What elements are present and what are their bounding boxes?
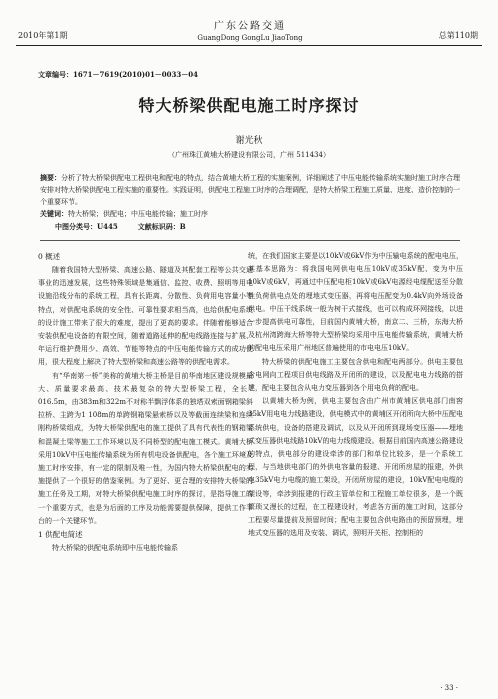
header-divider — [16, 45, 482, 46]
abstract-text: 分析了特大桥梁供配电工程供电和配电的特点，结合黄埔大桥工程的实施案例，详细阐述了中压电能传输系统实施时施工时序合理安排对特大桥梁供配电工程实施的重要性。实践证明，供配电工程施工时序的合理调配，是特大桥梁工程施工质量、进度、造价控制的一个重要环节。 — [40, 174, 460, 206]
section-0-heading: 0 概述 — [38, 252, 61, 261]
left-column — [38, 250, 253, 555]
article-number: 文章编号：1671－7619(2010)01－0033－04 — [38, 70, 199, 79]
total-issue-label: 总第110期 — [438, 31, 478, 40]
keywords-label: 关键词： — [40, 209, 68, 218]
author-affiliation: （广州珠江黄埔大桥建设有限公司，广州 511434） — [168, 151, 330, 159]
right-paragraph-2: 特大桥梁的供配电施工主要包含供电和配电两部分。供电主要包含电网向工程项目供电线路及开闭所的建设，以及配电电力线路的搭建，配电主要包含从电力变压器到各个用电负荷的配电。 — [248, 357, 463, 393]
classification-line — [55, 222, 186, 232]
right-paragraph-3: 以黄埔大桥为例，供电主要包含由广州市黄埔区供电部门南窖35kV用电电力线路建设，供电模式中的黄埔区开闭所向大桥中压配电系统供电，设备的搭建及调试，以及从开闭所到现场变压器——埋地式变压器供电线路10kV的电力线缆建设。根据目前国内高速公路建设的特点，供电部分的建设牵涉的部门和单位比较多，是一个系统工程，与当地供电部门的外供电容量的报建、开闭所房屋的报建，外供电35kV电力电缆的施工架设，开闭所房屋的建设，10kV配电电缆的架设等，牵涉到报建的行政主管单位和工程施工单位很多，是一个既繁琐又漫长的过程，在工程建设时，考虑各方面的施工时间，这部分工程要尽量提前及预留时间；配电主要包含供电路由的预留预埋，埋地式变压器的选用及安装、调试，照明开关柜、控制柜的 — [248, 397, 463, 538]
abstract — [40, 172, 460, 208]
keywords-text: 特大桥梁；供配电；中压电能传输；施工时序 — [68, 210, 208, 218]
right-paragraph-1: 统，在我们国家主要是以10kV或6kV作为中压输电系统的配电电压，其基本思路为：将我国电网供电电压10kV或35kV配、变为中压10kV或6kV，再通过中压配电柜10kV或6kV电源经电缆配送至分散性负荷供电点处的埋地式变压器，再将电压配变为0.4kV向外场设备供电。中压干线系统一般为树干式接线，也可以构成环网接线，以进一步提高供电可靠性，目前国内黄埔大桥，南京二、三桥，东海大桥及杭州湾跨海大桥等特大型桥梁均采用中压电能传输系统，黄埔大桥的配电电压采用广州地区普遍使用的市电电压10kV。 — [248, 252, 463, 353]
journal-title-cn: 广东公路交通 — [214, 21, 286, 32]
journal-title-en: GuangDong GongLu JiaoTong — [197, 34, 303, 42]
keywords — [40, 209, 208, 219]
page-number: · 33 · — [440, 684, 458, 692]
left-paragraph-1: 随着我国特大型桥梁、高速公路、隧道及其配套工程等公共交通事业的迅速发展，这些特殊领域是集通信、监控、收费、照明等用电设施沿线分布的系统工程，具有长距离、分散性、负荷用电容量小等特点，对供配电系统的安全性、可靠性要求相当高，也给供配电系统的设计施工带来了很大的难度，提出了更高的要求。伴随着能够适合安装供配电设备的有限空间，随着道路延伸的配电线路连接与扩展、年运行维护费用少、高效、节能等特点的中压电能传输方式的成功使用，很大程度上解决了特大型桥梁和高速公路等的供配电需求。 — [38, 266, 253, 367]
issue-label: 2010年第1期 — [18, 31, 68, 40]
section-1-heading: 1 供配电简述 — [38, 530, 83, 540]
left-paragraph-3: 特大桥梁的供配电系统即中压电能传输系 — [52, 544, 178, 553]
clc-number: 中图分类号：U445 — [55, 222, 118, 231]
right-column — [248, 250, 463, 540]
author-name: 谢光秋 — [235, 136, 263, 146]
document-code: 文献标识码：B — [137, 222, 186, 231]
article-title: 特大桥梁供配电施工时序探讨 — [138, 96, 360, 115]
body-divider — [40, 240, 460, 241]
abstract-label: 摘要： — [40, 173, 61, 182]
left-paragraph-2: 有“华南第一桥”美称的黄埔大桥主桥是目前华南地区建设规模最大、质量要求最高、技术最复杂的特大型桥梁工程，全长7 016.5m，由383m和322m不对称半飘浮体系的独塔双索面钢箱梁斜拉桥、主跨为1 108m的单跨钢箱梁悬索桥以及等截面连续梁和连续刚构桥梁组成，为特大桥梁供配电的施工提供了具有代表性的钢箱梁和混凝土梁等施工工作环境以及不同桥型的配电施工模式。黄埔大桥采用10kV中压电能传输系统为所有机电设备供配电，各个施工环境及施工时序安排，有一定的限制及唯一性，为国内特大桥梁供配电的实施提供了一个很好的借鉴案例。为了更好、更合理的安排特大桥梁的施工任务及工期，对特大桥梁供配电施工时序的探讨，是指导施工的一个重要方式，也是为后面的工序及功能需要提供保障，提供工作平台的一个关键环节。 — [38, 371, 253, 525]
journal-masthead — [190, 20, 310, 43]
